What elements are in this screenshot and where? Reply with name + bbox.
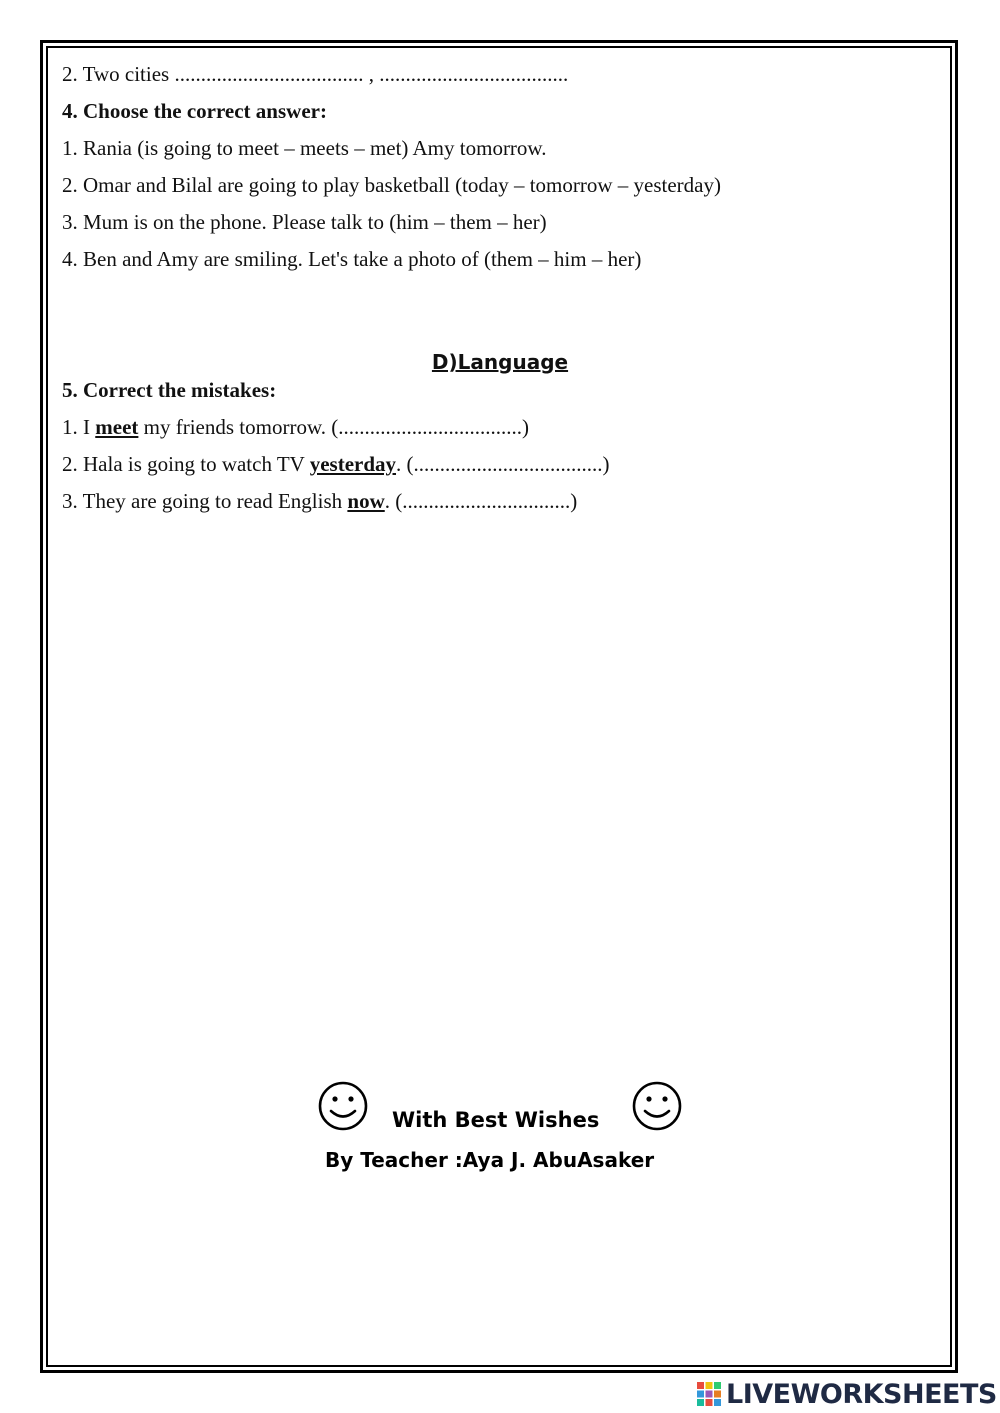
item-text: 2. Two cities	[62, 62, 170, 86]
exercise-5-title: 5. Correct the mistakes:	[62, 378, 277, 402]
brand-name: LIVEWORKSHEETS	[726, 1378, 997, 1410]
mistake-word: yesterday	[309, 452, 397, 476]
exercise-4-item: 1. Rania (is going to meet – meets – met) Amy tomorrow.	[62, 136, 547, 160]
exercise-5-item	[62, 489, 577, 514]
best-wishes-text: With Best Wishes	[392, 1108, 600, 1132]
smiley-face-icon	[316, 1078, 370, 1134]
item-text-answer[interactable]: . (....................................)	[396, 452, 610, 476]
answer-blank[interactable]: ....................................	[379, 62, 569, 86]
item-text: 1. I	[62, 415, 96, 439]
exercise-5-item	[62, 452, 610, 477]
item-text: 2. Hala is going to watch TV	[62, 452, 310, 476]
item-text-answer[interactable]: . (................................)	[384, 489, 578, 513]
separator: ,	[363, 62, 380, 86]
liveworksheets-logo-icon	[696, 1381, 722, 1407]
exercise-4-item: 3. Mum is on the phone. Please talk to (him – them – her)	[62, 210, 547, 234]
exercise-4-item: 2. Omar and Bilal are going to play basketball (today – tomorrow – yesterday)	[62, 173, 721, 197]
teacher-name: By Teacher :Aya J. AbuAsaker	[325, 1148, 655, 1172]
exercise-item-two-cities	[62, 62, 568, 87]
answer-blank[interactable]: ....................................	[174, 62, 364, 86]
section-heading: D)Language	[431, 350, 569, 374]
exercise-4-title: 4. Choose the correct answer:	[62, 99, 327, 123]
exercise-4-item: 4. Ben and Amy are smiling. Let's take a photo of (them – him – her)	[62, 247, 642, 271]
smiley-face-icon	[630, 1078, 684, 1134]
liveworksheets-branding[interactable]	[696, 1378, 997, 1410]
exercise-5-item	[62, 415, 529, 440]
mistake-word: now	[347, 489, 385, 513]
item-text: 3. They are going to read English	[62, 489, 348, 513]
item-text-answer[interactable]: my friends tomorrow. (...................................)	[138, 415, 529, 439]
mistake-word: meet	[95, 415, 139, 439]
